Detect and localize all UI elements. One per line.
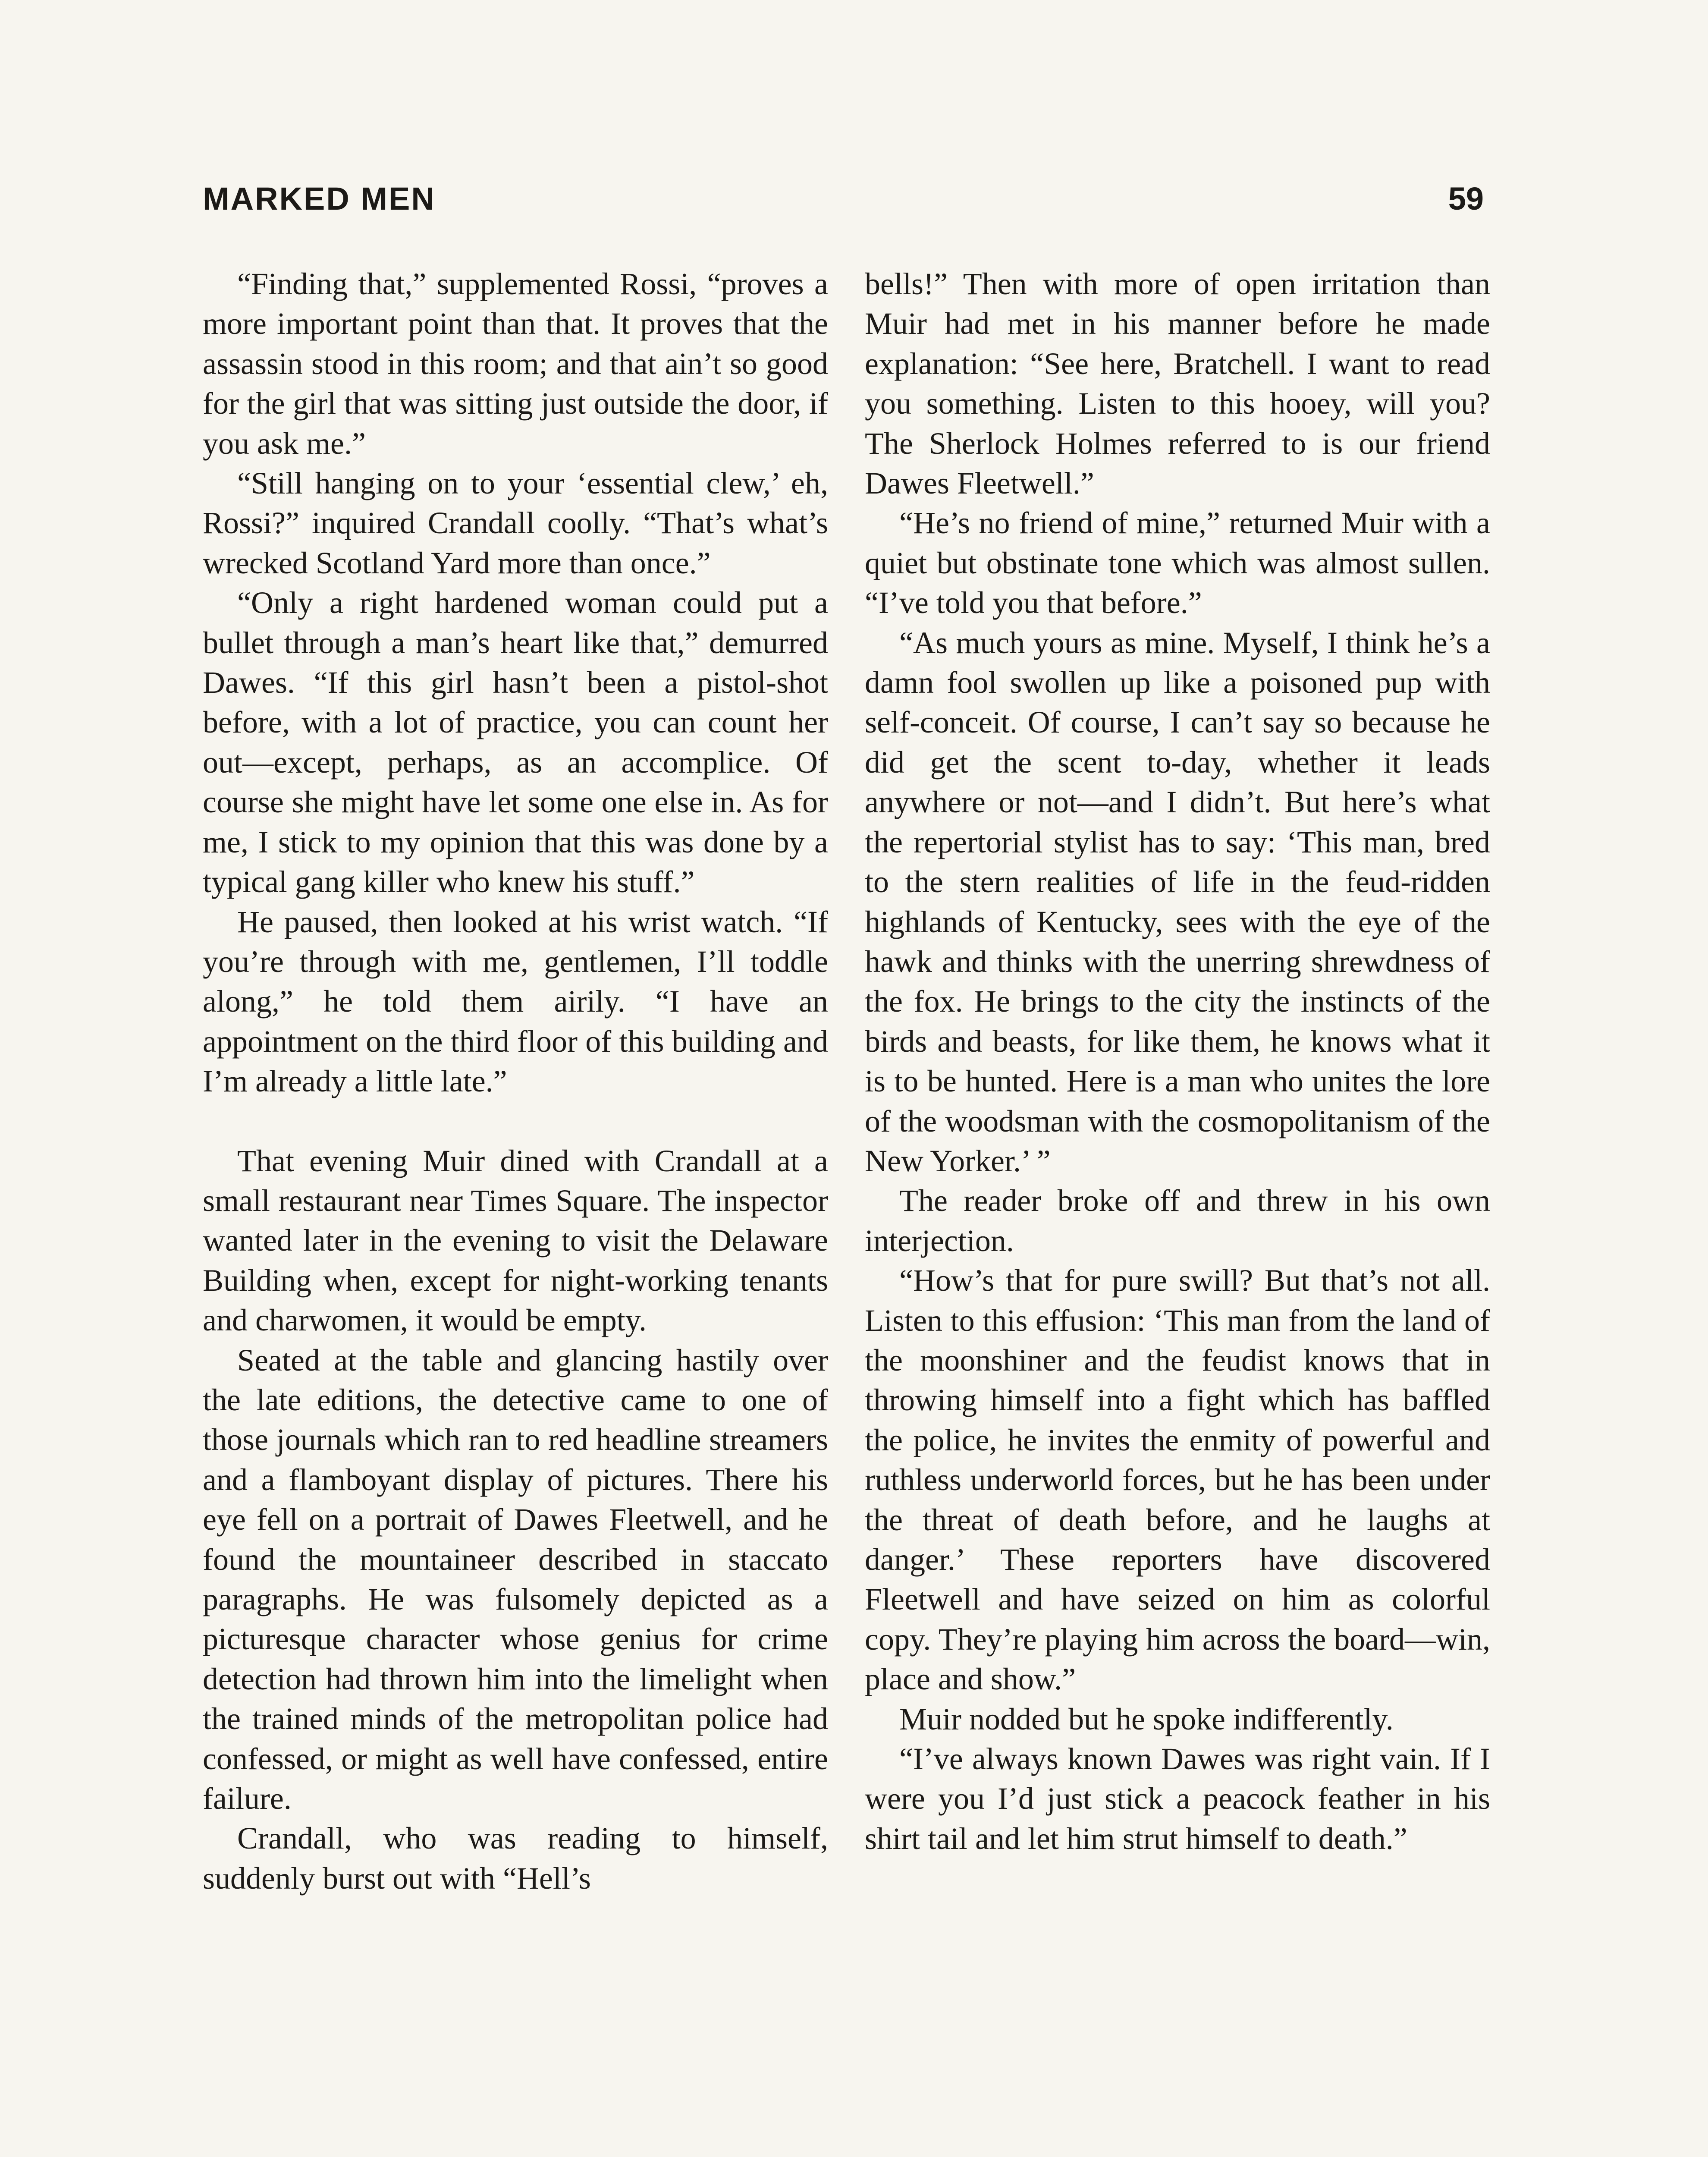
paragraph: “Finding that,” supplemented Rossi, “proves a more important point than that. It proves that the assassin stood in this room; and that ain’t so good for the girl that was sitting just outside the door, if you ask me.” (203, 267, 828, 461)
paragraph: Crandall, who was reading to himself, suddenly burst out with “Hell’s (203, 1821, 828, 1896)
chapter-title: MARKED MEN (203, 181, 436, 217)
paragraph: That evening Muir dined with Crandall at a small restaurant near Times Square. The inspector wanted later in the evening to visit the Delaware Building when, except for night-working tenants and charwomen, it would be empty. (203, 1143, 828, 1338)
page-number: 59 (1448, 181, 1484, 217)
paragraph-continued: bells!” Then with more of open irritation than Muir had met in his manner before he made explanation: “See here, Bratchell. I want to read you something. Listen to this hooey, will you? The Sherlock Holmes referred to is our friend Dawes Fleetwell.” (865, 267, 1490, 501)
paragraph: “Still hanging on to your ‘essential clew,’ eh, Rossi?” inquired Crandall coolly. “That’s what’s wrecked Scotland Yard more than once.” (203, 466, 828, 580)
paragraph: He paused, then looked at his wrist watch. “If you’re through with me, gentlemen, I’ll toddle along,” he told them airily. “I have an appointment on the third floor of this building and I’m already a little late.” (203, 904, 828, 1099)
text-column-left (203, 264, 828, 1898)
paragraph: “How’s that for pure swill? But that’s not all. Listen to this effusion: ‘This man from the land of the moonshiner and the feudist knows that in throwing himself into a fight which has baffled the police, he invites the enmity of powerful and ruthless underworld forces, but he has been under the threat of death before, and he laughs at danger.’ These reporters have discovered Fleetwell and have seized on him as colorful copy. They’re playing him across the board—win, place and show.” (865, 1263, 1490, 1697)
paragraph: “I’ve always known Dawes was right vain. If I were you I’d just stick a peacock feather in his shirt tail and let him strut himself to death.” (865, 1742, 1490, 1856)
text-column-right (865, 264, 1490, 1858)
running-head (203, 180, 1484, 228)
paragraph: “Only a right hardened woman could put a bullet through a man’s heart like that,” demurred Dawes. “If this girl hasn’t been a pistol-shot before, with a lot of practice, you can count her out—except, perhaps, as an accomplice. Of course she might have let some one else in. As for me, I stick to my opinion that this was done by a typical gang killer who knew his stuff.” (203, 585, 828, 899)
paragraph: Muir nodded but he spoke indifferently. (899, 1701, 1394, 1736)
paragraph: “He’s no friend of mine,” returned Muir with a quiet but obstinate tone which was almost sullen. “I’ve told you that before.” (865, 506, 1490, 620)
paragraph: The reader broke off and threw in his own interjection. (865, 1183, 1490, 1258)
paragraph: “As much yours as mine. Myself, I think he’s a damn fool swollen up like a poisoned pup with self-conceit. Of course, I can’t say so because he did get the scent to-day, whether it leads anywhere or not—and I didn’t. But here’s what the repertorial stylist has to say: ‘This man, bred to the stern realities of life in the feud-ridden highlands of Kentucky, sees with the eye of the hawk and thinks with the unerring shrewdness of the fox. He brings to the city the instincts of the birds and beasts, for like them, he knows what it is to be hunted. Here is a man who unites the lore of the woodsman with the cosmopolitanism of the New Yorker.’ ” (865, 625, 1490, 1178)
paragraph: Seated at the table and glancing hastily over the late editions, the detective came to one of those journals which ran to red headline streamers and a flamboyant display of pictures. There his eye fell on a portrait of Dawes Fleetwell, and he found the mountaineer described in staccato paragraphs. He was fulsomely depicted as a picturesque character whose genius for crime detection had thrown him into the limelight when the trained minds of the metropolitan police had confessed, or might as well have confessed, entire failure. (203, 1343, 828, 1816)
